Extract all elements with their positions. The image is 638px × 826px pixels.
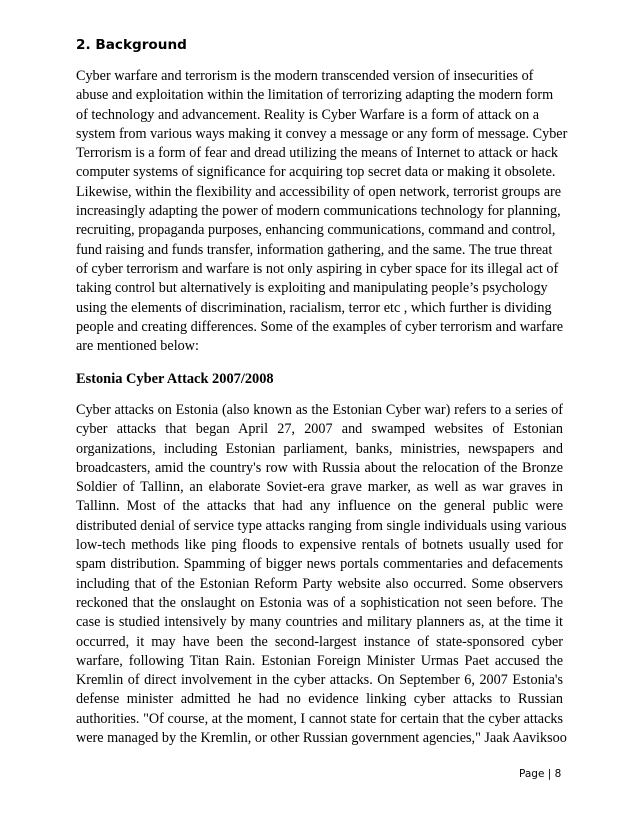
paragraph-line: case is studied intensively by many countries and military planners as, at the time it bbox=[76, 614, 563, 631]
paragraph-line: warfare, following Titan Rain. Estonian Foreign Minister Urmas Paet accused the bbox=[76, 652, 563, 669]
paragraph-line: Cyber warfare and terrorism is the modern transcended version of insecurities of bbox=[76, 68, 534, 84]
paragraph-line: defense minister admitted he had no evidence linking cyber attacks to Russian bbox=[76, 691, 563, 708]
background-paragraph bbox=[76, 67, 567, 356]
paragraph-line: Kremlin of direct involvement in the cyber attacks. On September 6, 2007 Estonia's bbox=[76, 672, 563, 689]
page-number: Page | 8 bbox=[519, 768, 562, 780]
paragraph-line: organizations, including Estonian parliament, banks, ministries, newspapers and bbox=[76, 440, 563, 457]
paragraph-line: spam distribution. Spamming of bigger news portals commentaries and defacements bbox=[76, 556, 563, 573]
estonia-paragraph bbox=[76, 401, 567, 748]
paragraph-line: people and creating differences. Some of the examples of cyber terrorism and warfare bbox=[76, 318, 564, 335]
paragraph-line: were managed by the Kremlin, or other Russian government agencies," Jaak Aaviksoo bbox=[76, 730, 567, 747]
paragraph-line: reckoned that the onslaught on Estonia was of a sophistication not seen before. The bbox=[76, 594, 563, 611]
paragraph-line: system from various ways making it convey a message or any form of message. Cyber bbox=[76, 125, 568, 142]
paragraph-line: increasingly adapting the power of modern communications technology for planning, bbox=[76, 203, 561, 220]
paragraph-line: abuse and exploitation within the limitation of terrorizing adapting the modern form bbox=[76, 87, 554, 104]
paragraph-line: Soldier of Tallinn, an elaborate Soviet-era grave marker, as well as war graves in bbox=[76, 479, 563, 496]
paragraph-line: taking control but alternatively is exploiting and manipulating people’s psychology bbox=[76, 280, 548, 297]
paragraph-line: recruiting, propaganda purposes, enhancing communications, command and control, bbox=[76, 222, 556, 239]
paragraph-line: fund raising and funds transfer, information gathering, and the same. The true threat bbox=[76, 241, 553, 258]
paragraph-line: cyber attacks that began April 27, 2007 and swamped websites of Estonian bbox=[76, 421, 563, 438]
paragraph-line: including that of the Estonian Reform Party website also occurred. Some observers bbox=[76, 575, 563, 592]
section-heading: 2. Background bbox=[76, 37, 187, 53]
paragraph-line: Tallinn. Most of the attacks that had any influence on the general public were bbox=[76, 498, 563, 515]
paragraph-line: authorities. "Of course, at the moment, I cannot state for certain that the cyber attacks bbox=[76, 710, 563, 727]
paragraph-line: are mentioned below: bbox=[76, 338, 199, 355]
paragraph-line: using the elements of discrimination, racialism, terror etc , which further is dividing bbox=[76, 299, 552, 316]
paragraph-line: of cyber terrorism and warfare is not only aspiring in cyber space for its illegal act of bbox=[76, 260, 559, 277]
paragraph-line: Terrorism is a form of fear and dread utilizing the means of Internet to attack or hack bbox=[76, 145, 558, 162]
paragraph-line: Cyber attacks on Estonia (also known as the Estonian Cyber war) refers to a series of bbox=[76, 402, 563, 418]
paragraph-line: broadcasters, amid the country's row with Russia about the relocation of the Bronze bbox=[76, 459, 563, 476]
paragraph-line: computer systems of significance for acquiring top secret data or making it obsolete. bbox=[76, 164, 556, 181]
subsection-heading: Estonia Cyber Attack 2007/2008 bbox=[76, 371, 274, 387]
paragraph-line: distributed denial of service type attacks ranging from single individuals using various bbox=[76, 517, 567, 534]
paragraph-line: Likewise, within the flexibility and accessibility of open network, terrorist groups are bbox=[76, 183, 562, 200]
paragraph-line: occurred, it may have been the second-largest instance of state-sponsored cyber bbox=[76, 633, 563, 650]
paragraph-line: low-tech methods like ping floods to expensive rentals of botnets usually used for bbox=[76, 537, 563, 554]
paragraph-line: of technology and advancement. Reality is Cyber Warfare is a form of attack on a bbox=[76, 106, 540, 123]
